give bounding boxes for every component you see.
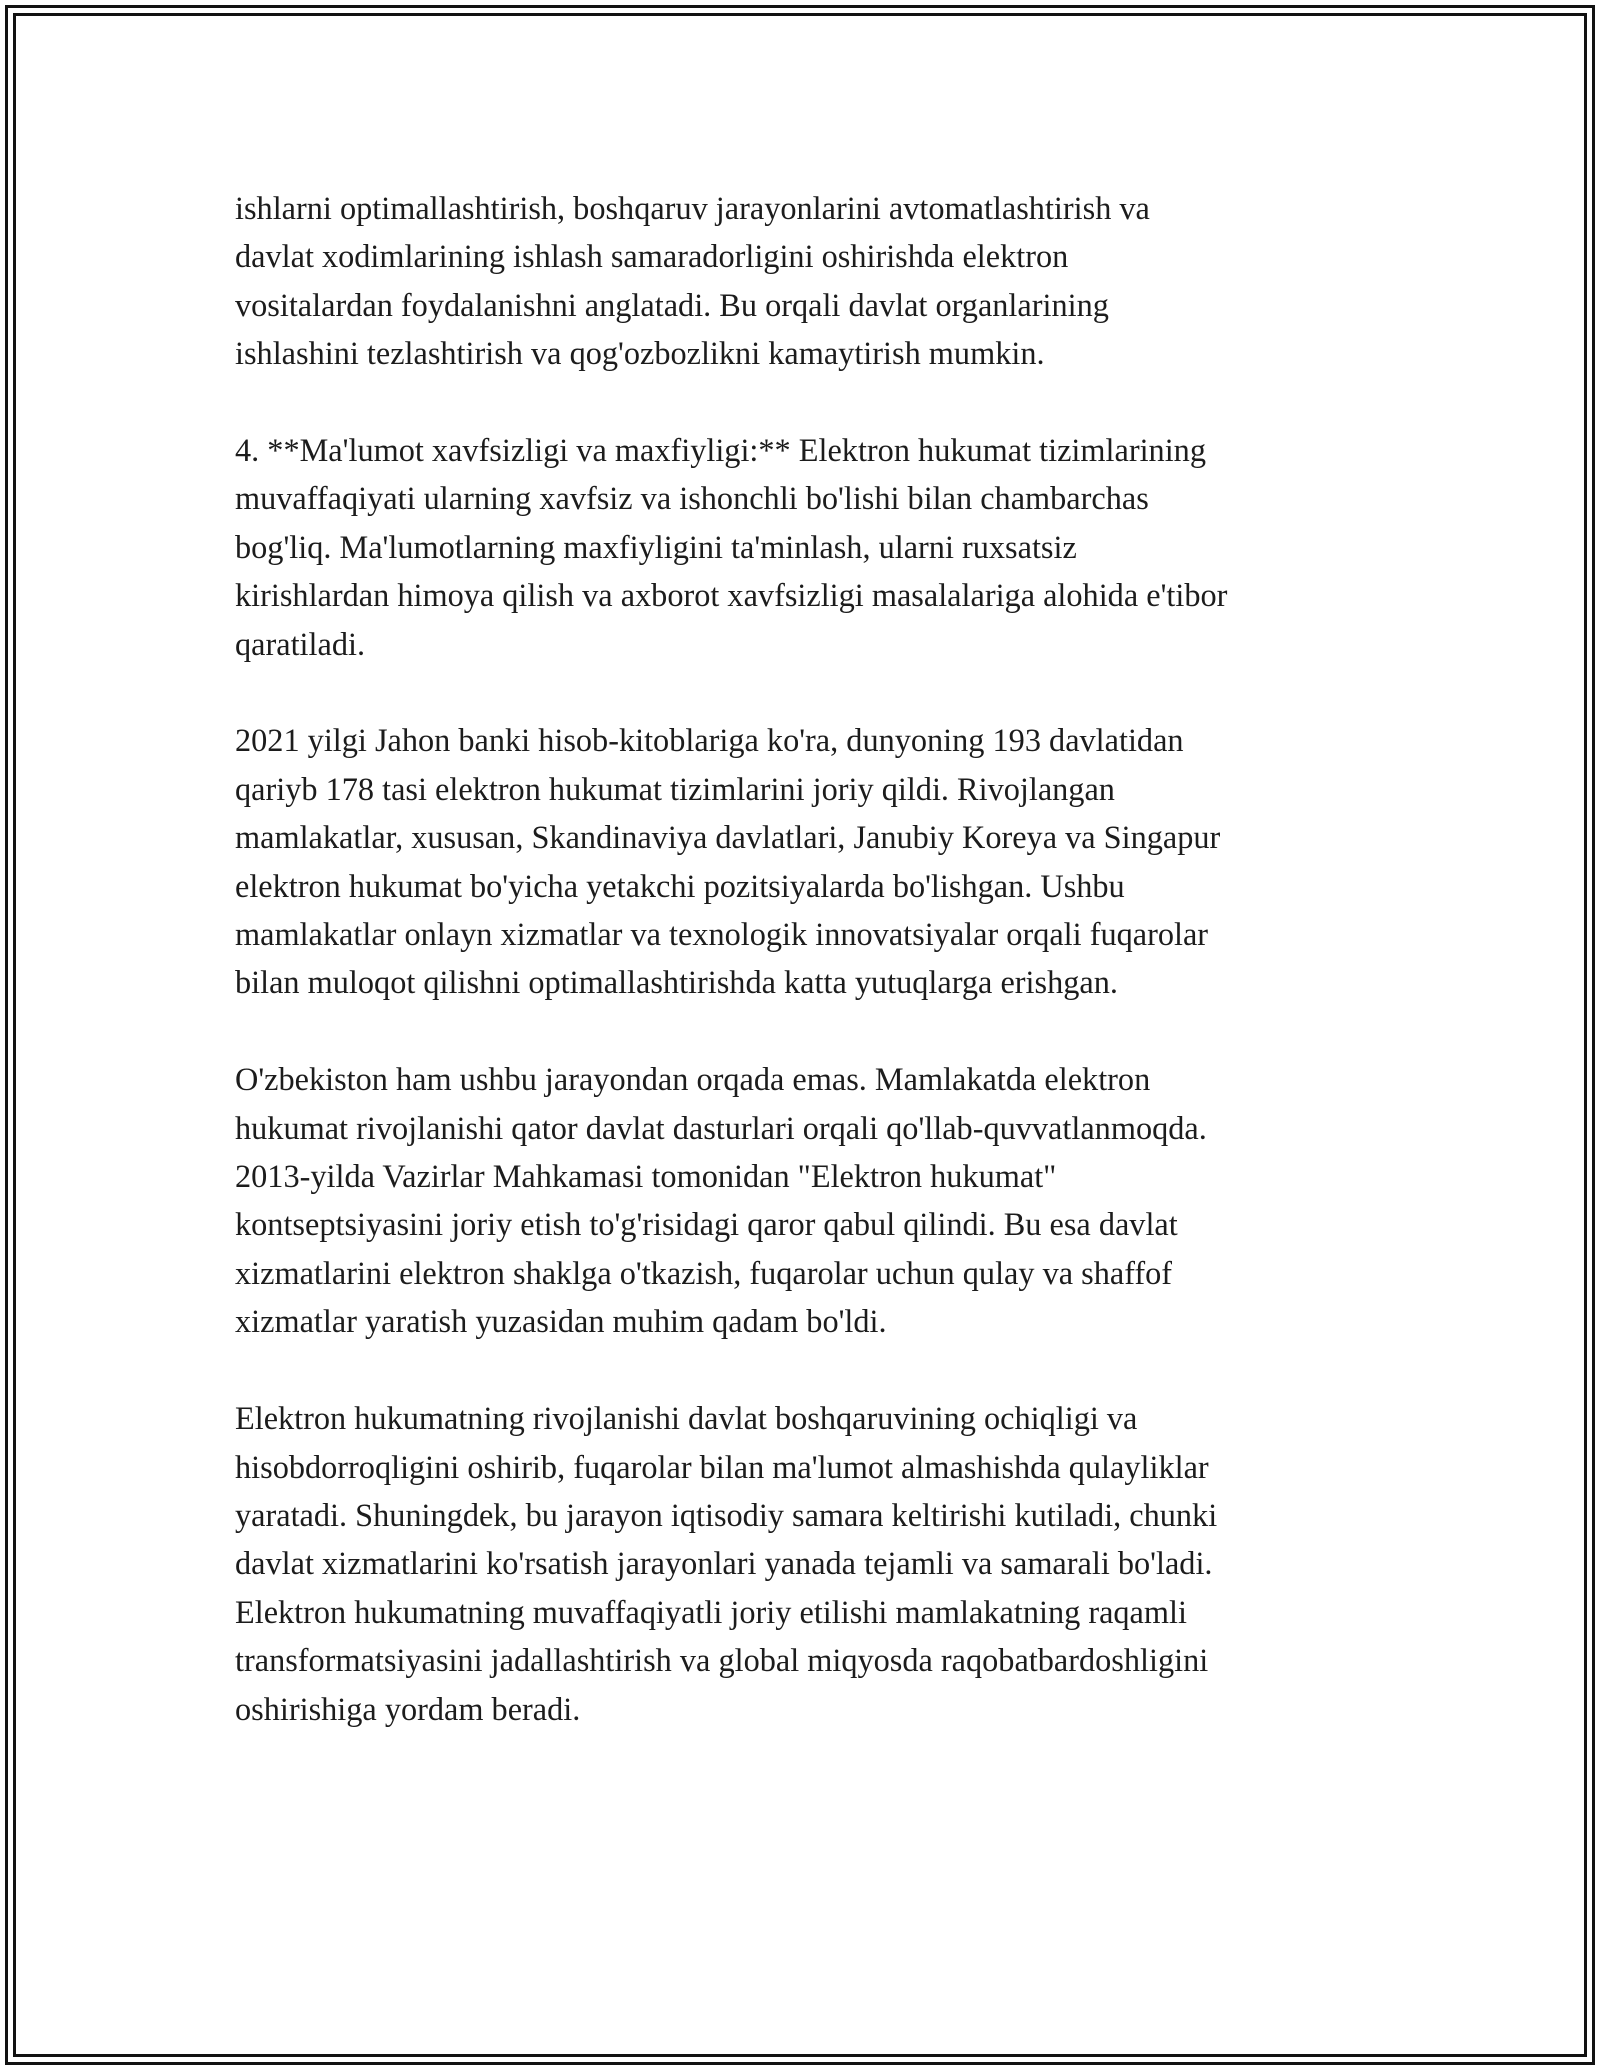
paragraph-uzbekistan: O'zbekiston ham ushbu jarayondan orqada emas. Mamlakatda elektron hukumat rivojlanishi qator davlat dasturlari orqali qo'llab-quvvatlanmoqda. 2013-yilda Vazirlar Mahkamasi tomonidan "Elektron hukumat" kontseptsiyasini joriy etish to'g'risidagi qaror qabul qilindi. Bu esa davlat xizmatlarini elektron shaklga o'tkazish, fuqarolar uchun qulay va shaffof xizmatlar yaratish yuzasidan muhim qadam bo'ldi. — [235, 1061, 1207, 1340]
paragraph-conclusion: Elektron hukumatning rivojlanishi davlat boshqaruvining ochiqligi va hisobdorroqligini oshirib, fuqarolar bilan ma'lumot almashishda qulayliklar yaratadi. Shuningdek, bu jarayon iqtisodiy samara keltirishi kutiladi, chunki davlat xizmatlarini ko'rsatish jarayonlari yanada tejamli va samarali bo'ladi. Elektron hukumatning muvaffaqiyatli joriy etilishi mamlakatning raqamli transformatsiyasini jadallashtirish va global miqyosda raqobatbardoshligini oshirishiga yordam beradi. — [235, 1400, 1218, 1727]
paragraph-data-security: 4. **Ma'lumot xavfsizligi va maxfiyligi:** Elektron hukumat tizimlarining muvaffaqiyati ularning xavfsiz va ishonchli bo'lishi bilan chambarchas bog'liq. Ma'lumotlarning maxfiyligini ta'minlash, ularni ruxsatsiz kirishlardan himoya qilish va axborot xavfsizligi masalalariga alohida e'tibor qaratiladi. — [235, 432, 1228, 662]
paragraph-process-optimization: ishlarni optimallashtirish, boshqaruv jarayonlarini avtomatlashtirish va davlat xodimlarining ishlash samaradorligini oshirishda elektron vositalardan foydalanishni anglatadi. Bu orqali davlat organlarining ishlashini tezlashtirish va qog'ozbozlikni kamaytirish mumkin. — [235, 190, 1150, 372]
document-body — [235, 184, 1395, 1733]
paragraph-world-bank-stats: 2021 yilgi Jahon banki hisob-kitoblariga ko'ra, dunyoning 193 davlatidan qariyb 178 tasi elektron hukumat tizimlarini joriy qildi. Rivojlangan mamlakatlar, xususan, Skandinaviya davlatlari, Janubiy Koreya va Singapur elektron hukumat bo'yicha yetakchi pozitsiyalarda bo'lishgan. Ushbu mamlakatlar onlayn xizmatlar va texnologik innovatsiyalar orqali fuqarolar bilan muloqot qilishni optimallashtirishda katta yutuqlarga erishgan. — [235, 722, 1221, 1001]
